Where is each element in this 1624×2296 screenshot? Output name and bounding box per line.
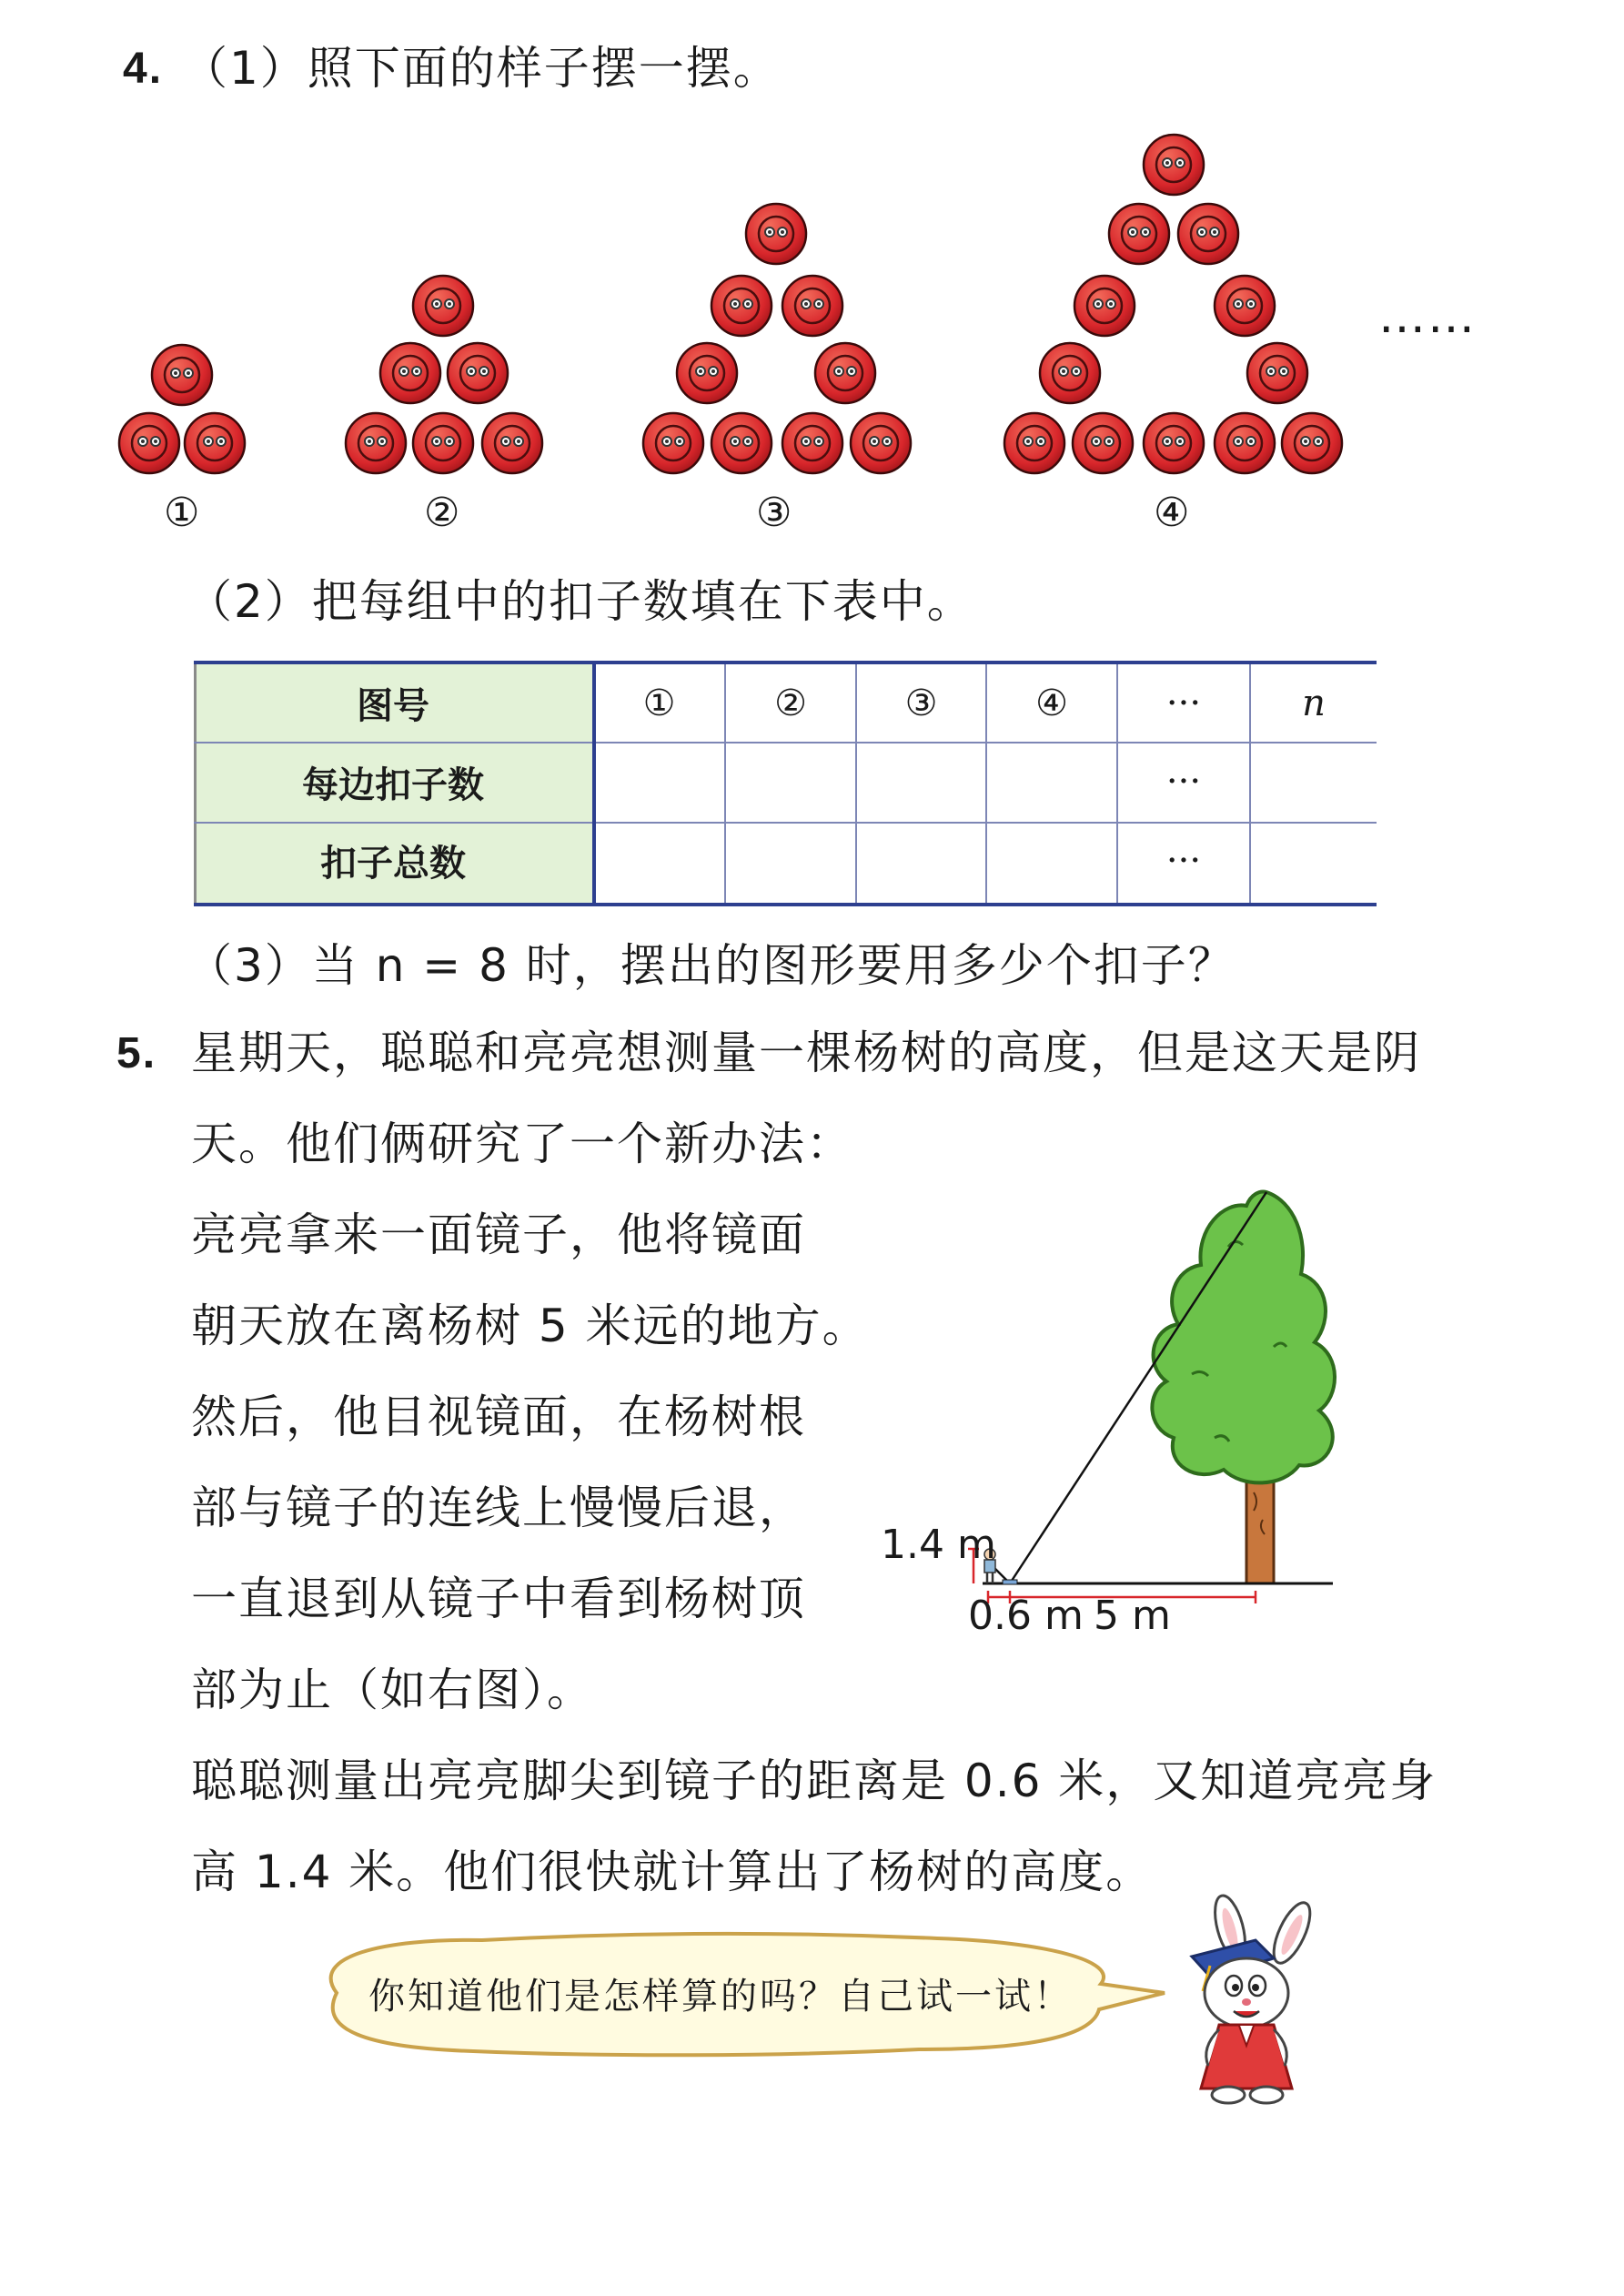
q5-line-4: 朝天放在离杨树 5 米远的地方。 [191,1300,870,1352]
q5-line-5: 然后，他目视镜面，在杨树根 [191,1391,806,1443]
figure-4 [1004,135,1342,473]
q5-line-9: 聪聪测量出亮亮脚尖到镜子的距离是 0.6 米，又知道亮亮身 [191,1755,1437,1807]
tree-foliage [1152,1192,1335,1483]
distance-label-2: 5 m [1094,1593,1171,1639]
distance-label-1: 0.6 m [968,1593,1084,1639]
col-header-1: ① [642,682,676,724]
row-header-figure-no: 图号 [357,684,429,727]
continuation-dots: …… [1378,289,1477,344]
cell-total-ellipsis: ··· [1165,839,1202,882]
q5-line-2: 天。他们俩研究了一个新办法： [191,1118,853,1170]
figure-3 [643,204,911,473]
q5-line-3: 亮亮拿来一面镜子，他将镜面 [191,1209,806,1261]
col-header-3: ③ [904,682,938,724]
q4-part3: （3）当 n = 8 时，摆出的图形要用多少个扣子？ [187,939,1236,992]
q5-number: 5. [116,1029,157,1077]
row-header-total: 扣子总数 [320,842,466,885]
figure-label-4: ④ [1154,490,1190,536]
mirror [1003,1580,1017,1584]
q5-line-7: 一直退到从镜子中看到杨树顶 [191,1573,806,1625]
button-patterns [0,0,1624,546]
height-label: 1.4 m [881,1522,996,1568]
q5-line-8: 部为止（如右图）。 [191,1664,594,1716]
col-header-2: ② [774,682,807,724]
cell-per-side-ellipsis: ··· [1165,761,1202,803]
q4-number: 4. [123,45,164,93]
col-header-n: n [1302,682,1326,724]
q5-line-6: 部与镜子的连线上慢慢后退， [191,1482,806,1534]
figure-label-2: ② [424,490,460,536]
figure-1 [119,345,245,473]
figure-label-1: ① [164,490,200,536]
col-header-ellipsis: ··· [1165,682,1202,724]
q4-part2: （2）把每组中的扣子数填在下表中。 [187,575,974,628]
col-header-4: ④ [1035,682,1068,724]
button-count-table [194,661,1377,906]
figure-label-3: ③ [756,490,792,536]
q5-line-10: 高 1.4 米。他们很快就计算出了杨树的高度。 [191,1846,1154,1898]
q4-part1: （1）照下面的样子摆一摆。 [182,42,781,95]
bubble-text: 你知道他们是怎样算的吗？自己试一试！ [368,1976,1073,2018]
row-header-per-side: 每边扣子数 [302,763,484,806]
q5-line-1: 星期天，聪聪和亮亮想测量一棵杨树的高度，但是这天是阴 [191,1027,1421,1079]
tree-trunk [1246,1474,1274,1583]
rabbit-mascot [1155,1893,1337,2111]
figure-2 [346,276,542,473]
